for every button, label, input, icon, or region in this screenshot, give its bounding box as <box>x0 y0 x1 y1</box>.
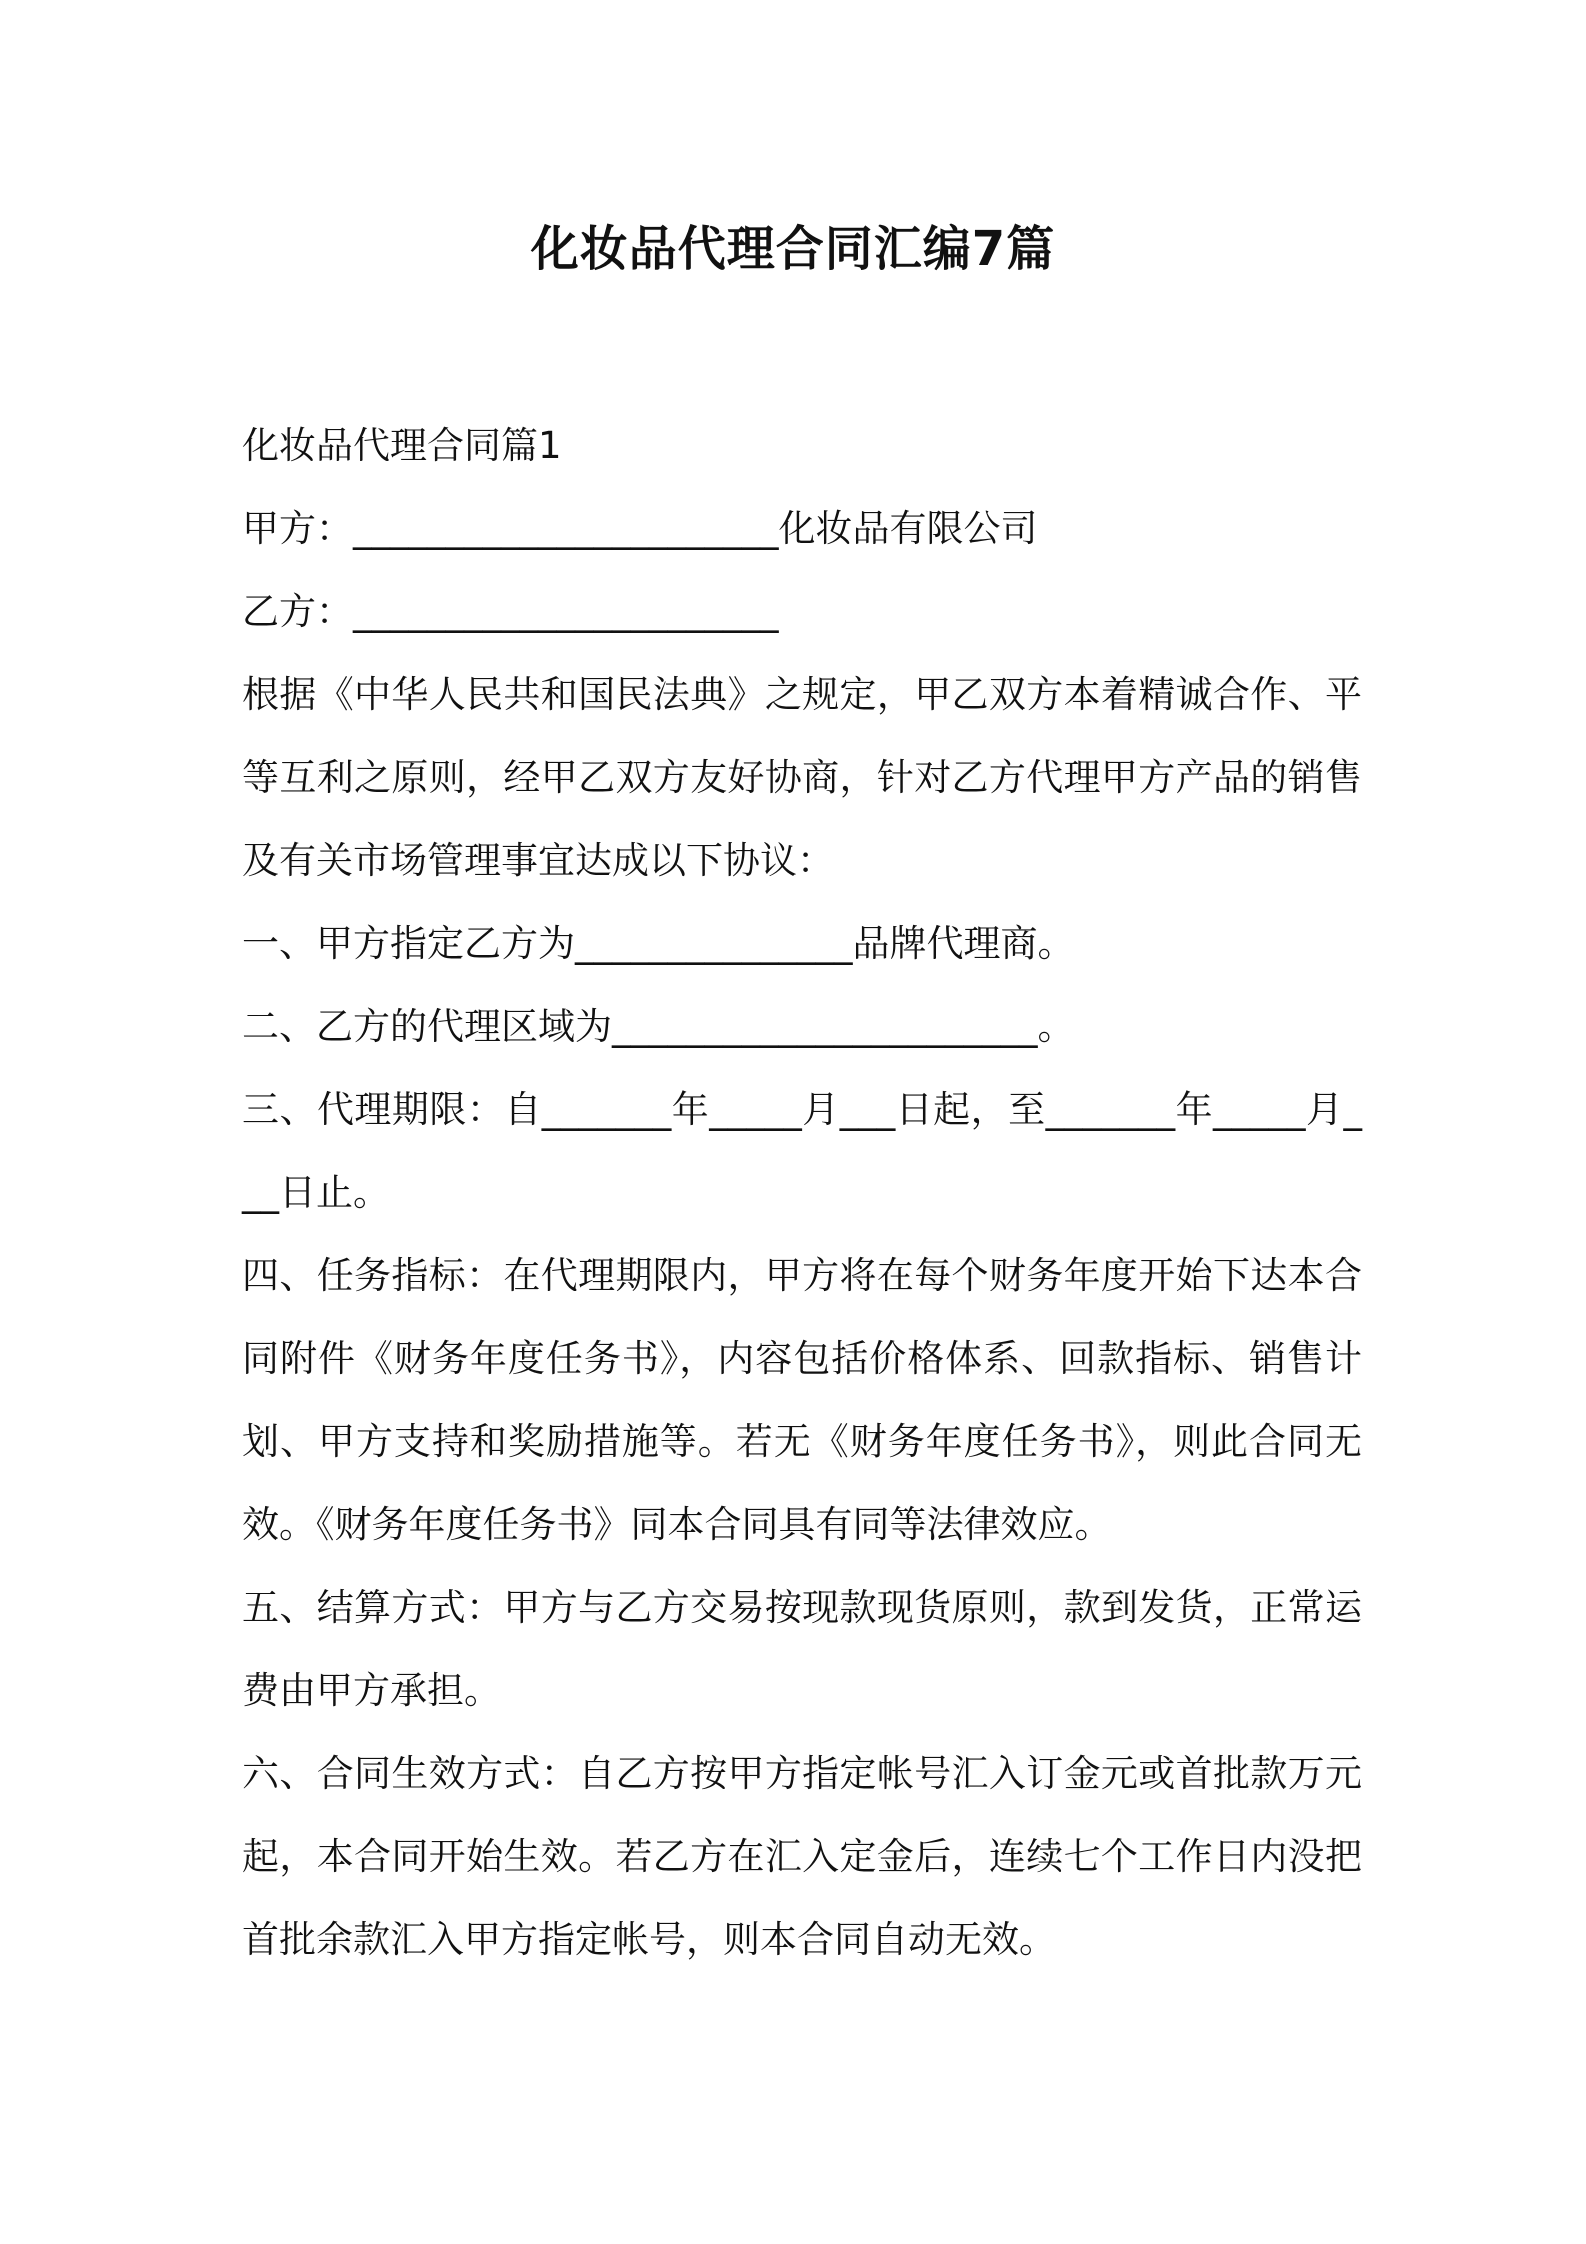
preamble-paragraph: 根据《中华人民共和国民法典》之规定，甲乙双方本着精诚合作、平等互利之原则，经甲乙双方友好协商，针对乙方代理甲方产品的销售及有关市场管理事宜达成以下协议： <box>242 673 1362 882</box>
clause-6: 六、合同生效方式：自乙方按甲方指定帐号汇入订金元或首批款万元起，本合同开始生效。若乙方在汇入定金后，连续七个工作日内没把首批余款汇入甲方指定帐号，则本合同自动无效。 <box>242 1752 1362 1961</box>
document-title: 化妆品代理合同汇编7篇 <box>530 221 1056 277</box>
clause-4: 四、任务指标：在代理期限内，甲方将在每个财务年度开始下达本合同附件《财务年度任务书》，内容包括价格体系、回款指标、销售计划、甲方支持和奖励措施等。若无《财务年度任务书》，则此合同无效。《财务年度任务书》同本合同具有同等法律效应。 <box>242 1254 1362 1546</box>
party-b-line: 乙方：_______________________ <box>242 590 779 633</box>
clause-3: 三、代理期限：自_______年_____月___日起，至_______年_____月___日止。 <box>242 1088 1362 1214</box>
clause-5: 五、结算方式：甲方与乙方交易按现款现货原则，款到发货，正常运费由甲方承担。 <box>242 1586 1362 1712</box>
party-a-line: 甲方：_______________________化妆品有限公司 <box>242 507 1038 550</box>
document-body <box>242 404 1362 1981</box>
section-heading: 化妆品代理合同篇1 <box>242 424 562 467</box>
clause-1: 一、甲方指定乙方为_______________品牌代理商。 <box>242 922 1075 965</box>
clause-2: 二、乙方的代理区域为_______________________。 <box>242 1005 1075 1048</box>
